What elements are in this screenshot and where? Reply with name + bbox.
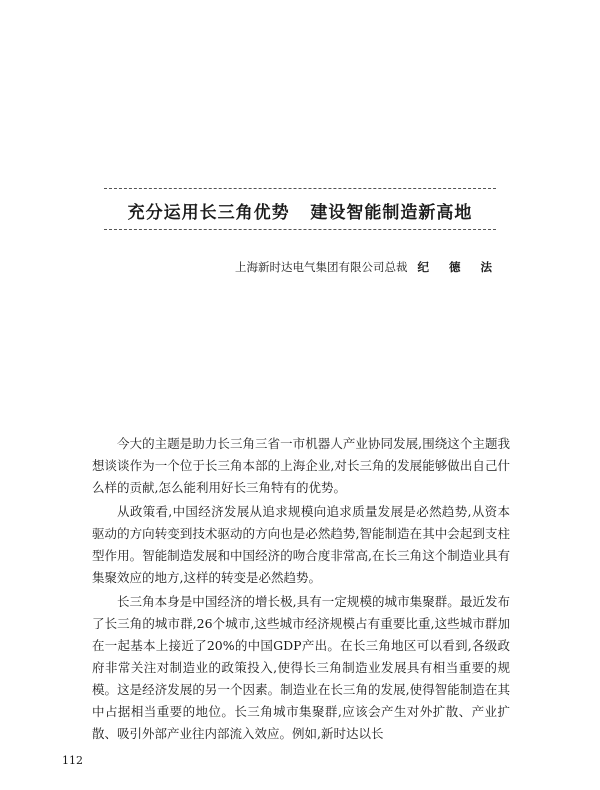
body-paragraph: 今大的主题是助力长三角三省一市机器人产业协同发展,围绕这个主题我想谈谈作为一个位于长三角本部的上海企业,对长三角的发展能够做出自己什么样的贡献,怎么能利用好长三角特有的优势。 (92, 436, 510, 495)
title-top-rule (104, 188, 496, 189)
article-title: 充分运用长三角优势 建设智能制造新高地 (127, 203, 473, 223)
author-name: 纪 德 法 (417, 260, 500, 274)
article-body (92, 433, 510, 747)
author-affiliation: 上海新时达电气集团有限公司总裁 (234, 260, 408, 274)
page-number: 112 (62, 754, 83, 767)
title-bottom-rule (104, 229, 496, 230)
body-paragraph: 长三角本身是中国经济的增长极,具有一定规模的城市集聚群。最近发布了长三角的城市群,26个城市,这些城市经济规模占有重要比重,这些城市群加在一起基本上接近了20%的中国GDP产出。在长三角地区可以看到,各级政府非常关注对制造业的政策投入,使得长三角制造业发展具有相当重要的规模。这是经济发展的另一个因素。制造业在长三角的发展,使得智能制造在其中占据相当重要的地位。长三角城市集聚群,应该会产生对外扩散、产业扩散、吸引外部产业往内部流入效应。例如,新时达以长 (92, 594, 510, 741)
article-byline (235, 259, 500, 275)
body-paragraph: 从政策看,中国经济发展从追求规模向追求质量发展是必然趋势,从资本驱动的方向转变到技术驱动的方向也是必然趋势,智能制造在其中会起到支柱型作用。智能制造发展和中国经济的吻合度非常高,在长三角这个制造业具有集聚效应的地方,这样的转变是必然趋势。 (92, 504, 510, 585)
